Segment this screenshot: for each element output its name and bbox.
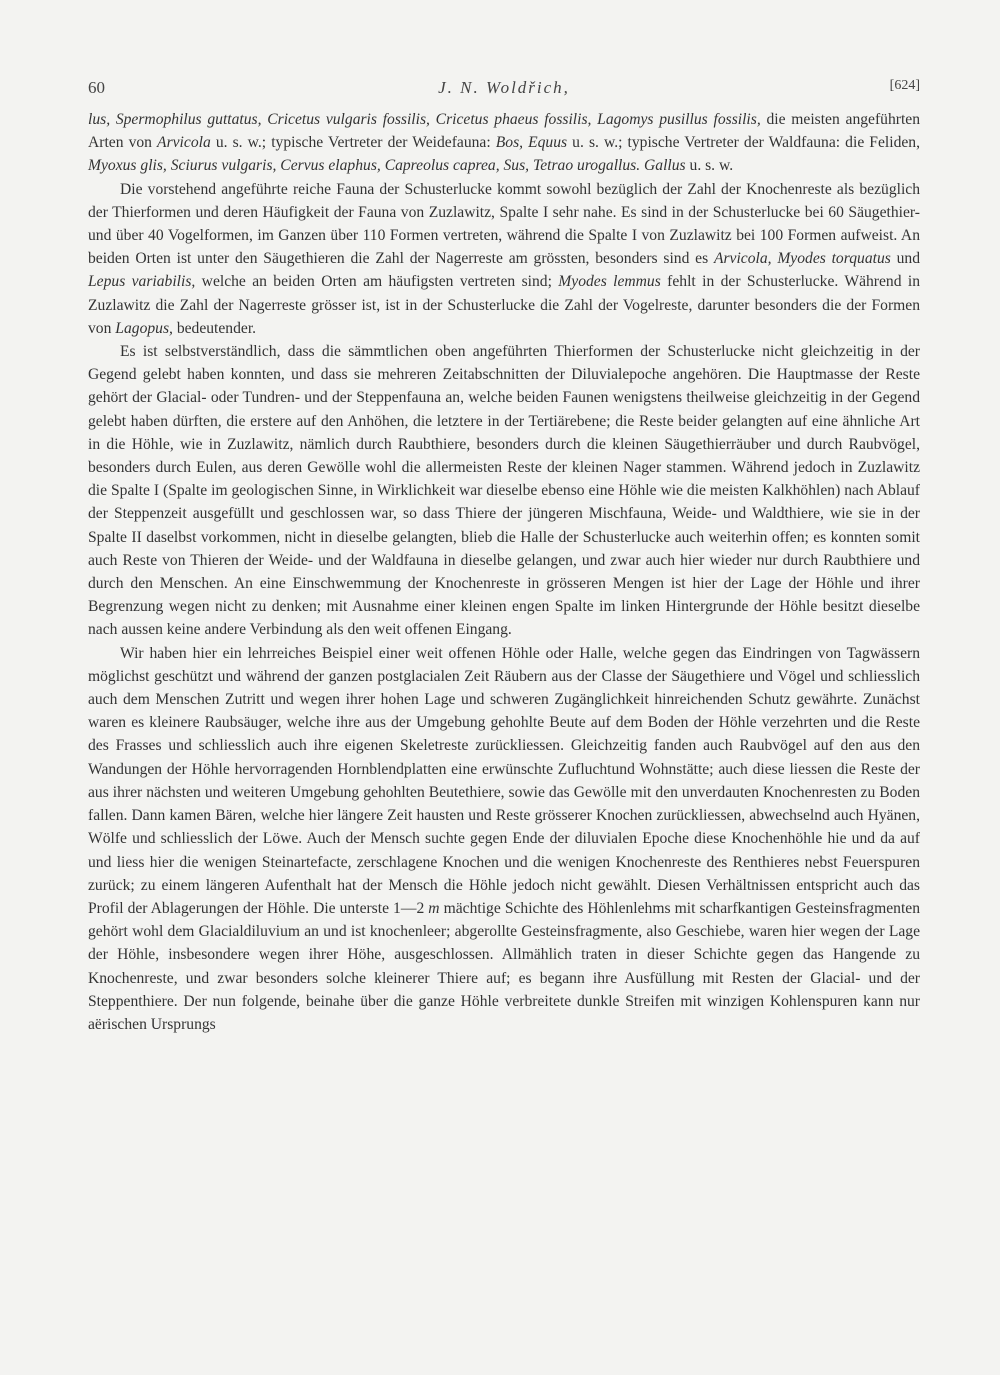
- italic-term: Myoxus glis, Sciurus vulgaris, Cervus elaphus, Capreolus caprea, Sus, Tetrao urogallus. Gallus: [88, 157, 686, 175]
- paragraph: [88, 108, 920, 178]
- page-reference: [624]: [889, 78, 920, 93]
- paragraph: [88, 340, 920, 642]
- italic-term: Myodes lemmus: [558, 273, 661, 291]
- italic-term: Lagopus,: [115, 319, 173, 337]
- italic-term: Bos, Equus: [495, 134, 568, 152]
- italic-term: m: [428, 899, 440, 917]
- text-run: und: [890, 250, 920, 268]
- text-run: u. s. w.; typische Vertreter der Waldfauna: die Feliden,: [567, 134, 920, 152]
- page-number: 60: [88, 78, 105, 97]
- italic-term: Arvicola, Myodes torquatus: [713, 250, 891, 268]
- italic-term: Arvicola: [157, 134, 211, 152]
- italic-term: Lepus variabilis,: [88, 273, 196, 291]
- author-heading: J. N. Woldřich,: [438, 78, 570, 97]
- text-run: die meisten angeführten Arten von: [88, 111, 920, 152]
- text-run: welche an beiden Orten am häufigsten vertreten sind;: [195, 273, 559, 291]
- text-run: u. s. w.: [685, 157, 734, 175]
- paragraph: [88, 642, 920, 1036]
- text-run: fehlt in der Schusterlucke. Während in Zuzlawitz die Zahl der Nagerreste grösser ist, ist in der Schusterlucke die Zahl der Vogelreste, darunter besonders die der Formen von: [88, 273, 920, 337]
- text-run: Die vorstehend angeführte reiche Fauna der Schusterlucke kommt sowohl bezüglich der Zahl der Knochenreste als bezüglich der Thierformen und deren Häufigkeit der Fauna von Zuzlawitz, Spalte I sehr nahe. Es sind in der Schusterlucke bei 60 Säugethier- und über 40 Vogelformen, im Ganzen über 110 Formen vertreten, während die Spalte I von Zuzlawitz bei 100 Formen aufweist. An beiden Orten ist unter den Säugethieren die Zahl der Nagerreste am grössten, besonders sind es: [88, 180, 920, 268]
- italic-term: lus, Spermophilus guttatus, Cricetus vulgaris fossilis, Cricetus phaeus fossilis, Lagomys pusillus fossilis,: [88, 111, 761, 128]
- text-run: u. s. w.; typische Vertreter der Weidefauna:: [210, 134, 496, 152]
- text-run: Es ist selbstverständlich, dass die sämmtlichen oben angeführten Thierformen der Schusterlucke nicht gleichzeitig in der Gegend gelebt haben konnten, und dass sie mehreren Zeitabschnitten der Diluvialepoche angehören. Die Hauptmasse der Reste gehört der Glacial- oder Tundren- und der Steppenfauna an, welche beiden Faunen wenigstens theilweise gleichzeitig in der Gegend gelebt haben dürften, die erstere auf den Anhöhen, die letztere in der Tertiärebene; die Reste beider gelangten auf eine ähnliche Art in die Höhle, wie in Zuzlawitz, nämlich durch Raubthiere, besonders durch die kleinen Säugethierräuber und durch Raubvögel, besonders durch Eulen, aus deren Gewölle wohl die allermeisten Reste der kleinen Nager stammen. Während jedoch in Zuzlawitz die Spalte I (Spalte im geologischen Sinne, in Wirklichkeit war dieselbe ebenso eine Höhle wie die meisten Kalkhöhlen) nach Ablauf der Steppenzeit ausgefüllt und geschlossen war, so dass Thiere der jüngeren Mischfauna, Weide- und Waldthiere, wie sie in der Spalte II daselbst vorkommen, nicht in dieselbe gelangten, blieb die Halle der Schusterlucke auch weiterhin offen; es konnten somit auch Reste von Thieren der Weide- und der Waldfauna in dieselbe gelangen, und zwar auch hier wieder nur durch Raubthiere und durch den Menschen. An eine Einschwemmung der Knochenreste in grösseren Mengen ist hier der Lage der Höhle und ihrer Begrenzung wegen nicht zu denken; mit Ausnahme einer kleinen engen Spalte im linken Hintergrunde der Höhle besitzt dieselbe nach aussen keine andere Verbindung als den weit offenen Eingang.: [88, 343, 920, 639]
- text-run: Wir haben hier ein lehrreiches Beispiel einer weit offenen Höhle oder Halle, welche gegen das Eindringen von Tagwässern möglichst geschützt und während der ganzen postglacialen Zeit Räubern aus der Classe der Säugethiere und Vögel und schliesslich auch dem Menschen Zutritt und wegen ihrer hohen Lage und schweren Zugänglichkeit hinreichenden Schutz gewährte. Zunächst waren es kleinere Raubsäuger, welche ihre aus der Umgebung gehohlte Beute auf dem Boden der Höhle verzehrten und die Reste des Frasses und schliesslich auch ihre eigenen Skeletreste zurückliessen. Gleichzeitig fanden auch Raubvögel auf den aus den Wandungen der Höhle hervorragenden Hornblendplatten eine erwünschte Zufluchtund Wohnstätte; auch diese liessen die Reste der aus ihrer nächsten und weiteren Umgebung gehohlten Beutethiere, sowie das Gewölle mit den unverdauten Knochenresten zu Boden fallen. Dann kamen Bären, welche hier längere Zeit hausten und Reste grösserer Knochen zurückliessen, abwechselnd auch Hyänen, Wölfe und schliesslich der Löwe. Auch der Mensch suchte gegen Ende der diluvialen Epoche diese Knochenhöhle hie und da auf und liess hier die wenigen Steinartefacte, zerschlagene Knochen und die wenigen Knochenreste des Renthieres nebst Feuerspuren zurück; zu einem längeren Aufenthalt hat der Mensch die Höhle jedoch nicht gewählt. Diesen Verhältnissen entspricht auch das Profil der Ablagerungen der Höhle. Die unterste 1—2: [88, 644, 920, 917]
- text-run: mächtige Schichte des Höhlenlehms mit scharfkantigen Gesteinsfragmenten gehört wohl dem Glacialdiluvium an und ist knochenleer; abgerollte Gesteinsfragmente, also Geschiebe, waren hier wegen der Lage der Höhle, insbesondere wegen ihrer Höhe, ausgeschlossen. Allmählich traten in dieser Schichte gegen das Hangende zu Knochenreste, und zwar besonders solche kleinerer Thiere auf; es begann ihre Ausfüllung mit Resten der Glacial- und der Steppenthiere. Der nun folgende, beinahe über die ganze Höhle verbreitete dunkle Streifen mit winzigen Kohlenspuren kann nur aërischen Ursprungs: [88, 899, 920, 1033]
- paragraph: [88, 178, 920, 340]
- running-header: [88, 78, 920, 108]
- text-run: bedeutender.: [172, 319, 257, 337]
- body-text: [88, 108, 920, 1036]
